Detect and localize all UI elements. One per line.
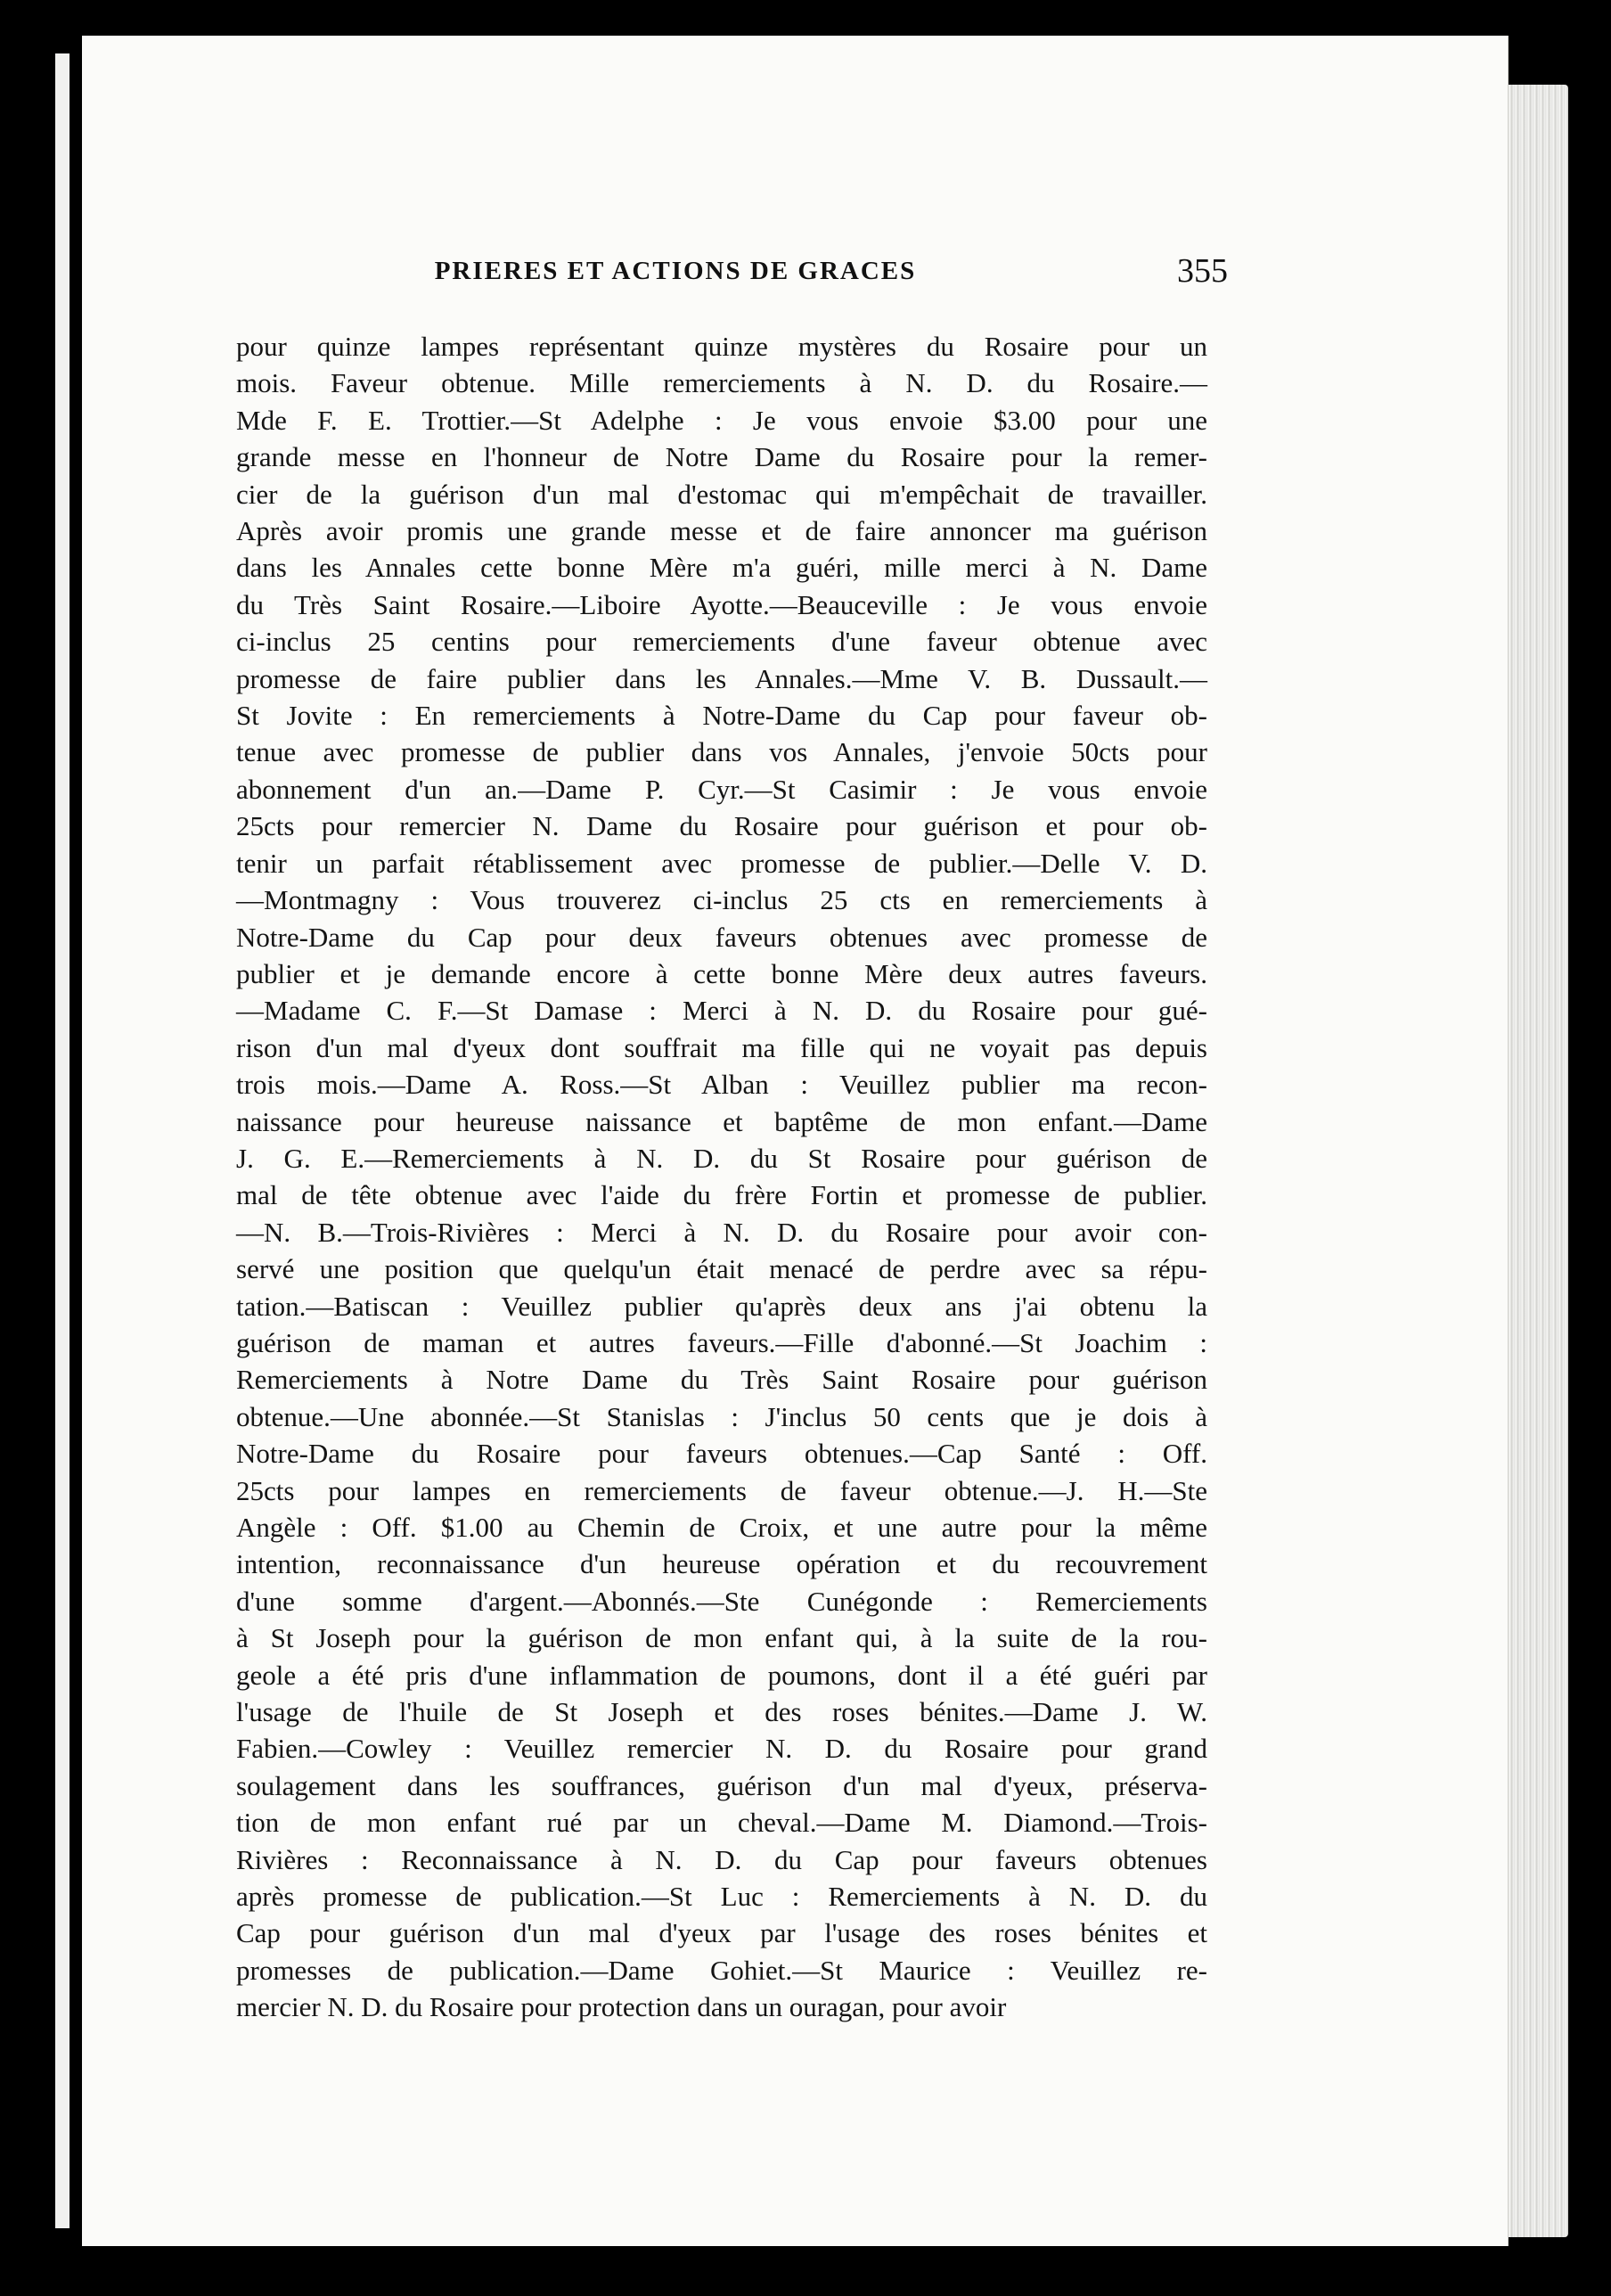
body-text bbox=[236, 328, 1207, 2026]
page-number: 355 bbox=[1177, 252, 1228, 290]
text-line: intention, reconnaissance d'un heureuse opération et du recouvrement bbox=[236, 1548, 1207, 1580]
text-line: dans les Annales cette bonne Mère m'a guéri, mille merci à N. Dame bbox=[236, 552, 1207, 584]
text-line: 25cts pour lampes en remerciements de faveur obtenue.—J. H.—Ste bbox=[236, 1474, 1207, 1506]
text-line: trois mois.—Dame A. Ross.—St Alban : Veuillez publier ma recon- bbox=[236, 1069, 1207, 1101]
text-line: ci-inclus 25 centins pour remerciements d'une faveur obtenue avec bbox=[236, 626, 1207, 658]
text-line: servé une position que quelqu'un était menacé de perdre avec sa répu- bbox=[236, 1253, 1207, 1285]
text-line: Angèle : Off. $1.00 au Chemin de Croix, et une autre pour la même bbox=[236, 1512, 1207, 1543]
text-line: tenir un parfait rétablissement avec promesse de publier.—Delle V. D. bbox=[236, 847, 1207, 879]
text-line: promesse de faire publier dans les Annales.—Mme V. B. Dussault.— bbox=[236, 662, 1207, 694]
page-header bbox=[239, 251, 1228, 305]
text-line: cier de la guérison d'un mal d'estomac qui m'empêchait de travailler. bbox=[236, 478, 1207, 510]
text-line: grande messe en l'honneur de Notre Dame du Rosaire pour la remer- bbox=[236, 441, 1207, 473]
text-line: geole a été pris d'une inflammation de poumons, dont il a été guéri par bbox=[236, 1659, 1207, 1691]
text-line: St Jovite : En remerciements à Notre-Dame du Cap pour faveur ob- bbox=[236, 700, 1207, 732]
text-line: —Montmagny : Vous trouverez ci-inclus 25 cts en remerciements à bbox=[236, 884, 1207, 916]
text-line: guérison de maman et autres faveurs.—Fille d'abonné.—St Joachim : bbox=[236, 1326, 1207, 1358]
text-line: 25cts pour remercier N. Dame du Rosaire pour guérison et pour ob- bbox=[236, 810, 1207, 842]
facing-page-edge bbox=[55, 53, 70, 2228]
text-line: pour quinze lampes représentant quinze mystères du Rosaire pour un bbox=[236, 331, 1207, 362]
text-line: Notre-Dame du Rosaire pour faveurs obtenues.—Cap Santé : Off. bbox=[236, 1438, 1207, 1470]
text-line: Rivières : Reconnaissance à N. D. du Cap pour faveurs obtenues bbox=[236, 1843, 1207, 1875]
text-line: tenue avec promesse de publier dans vos Annales, j'envoie 50cts pour bbox=[236, 736, 1207, 768]
text-line: Notre-Dame du Cap pour deux faveurs obtenues avec promesse de bbox=[236, 921, 1207, 953]
text-line: mal de tête obtenue avec l'aide du frère Fortin et promesse de publier. bbox=[236, 1179, 1207, 1211]
text-line: soulagement dans les souffrances, guérison d'un mal d'yeux, préserva- bbox=[236, 1769, 1207, 1801]
text-line: Mde F. E. Trottier.—St Adelphe : Je vous envoie $3.00 pour une bbox=[236, 404, 1207, 436]
running-title: PRIERES ET ACTIONS DE GRACES bbox=[434, 257, 917, 285]
text-line: Remerciements à Notre Dame du Très Saint Rosaire pour guérison bbox=[236, 1364, 1207, 1396]
text-line: obtenue.—Une abonnée.—St Stanislas : J'inclus 50 cents que je dois à bbox=[236, 1400, 1207, 1432]
text-line: Cap pour guérison d'un mal d'yeux par l'usage des roses bénites et bbox=[236, 1917, 1207, 1949]
text-line: Fabien.—Cowley : Veuillez remercier N. D. du Rosaire pour grand bbox=[236, 1733, 1207, 1765]
text-line: —Madame C. F.—St Damase : Merci à N. D. du Rosaire pour gué- bbox=[236, 995, 1207, 1027]
text-line: d'une somme d'argent.—Abonnés.—Ste Cunégonde : Remerciements bbox=[236, 1585, 1207, 1617]
text-line: à St Joseph pour la guérison de mon enfant qui, à la suite de la rou- bbox=[236, 1622, 1207, 1654]
text-line: promesses de publication.—Dame Gohiet.—St Maurice : Veuillez re- bbox=[236, 1954, 1207, 1986]
text-line: tation.—Batiscan : Veuillez publier qu'après deux ans j'ai obtenu la bbox=[236, 1290, 1207, 1322]
text-line: mois. Faveur obtenue. Mille remerciements à N. D. du Rosaire.— bbox=[236, 367, 1207, 399]
text-line: abonnement d'un an.—Dame P. Cyr.—St Casimir : Je vous envoie bbox=[236, 773, 1207, 805]
text-line: naissance pour heureuse naissance et baptême de mon enfant.—Dame bbox=[236, 1105, 1207, 1137]
text-line: l'usage de l'huile de St Joseph et des roses bénites.—Dame J. W. bbox=[236, 1696, 1207, 1728]
text-line: —N. B.—Trois-Rivières : Merci à N. D. du Rosaire pour avoir con- bbox=[236, 1216, 1207, 1248]
text-line: publier et je demande encore à cette bonne Mère deux autres faveurs. bbox=[236, 957, 1207, 989]
text-line: Après avoir promis une grande messe et de faire annoncer ma guérison bbox=[236, 515, 1207, 547]
text-line: tion de mon enfant rué par un cheval.—Dame M. Diamond.—Trois- bbox=[236, 1807, 1207, 1839]
text-line: rison d'un mal d'yeux dont souffrait ma fille qui ne voyait pas depuis bbox=[236, 1031, 1207, 1063]
text-line: du Très Saint Rosaire.—Liboire Ayotte.—Beauceville : Je vous envoie bbox=[236, 588, 1207, 620]
text-line: après promesse de publication.—St Luc : Remerciements à N. D. du bbox=[236, 1881, 1207, 1913]
text-line: J. G. E.—Remerciements à N. D. du St Rosaire pour guérison de bbox=[236, 1142, 1207, 1174]
text-line: mercier N. D. du Rosaire pour protection dans un ouragan, pour avoir bbox=[236, 1991, 1007, 2023]
